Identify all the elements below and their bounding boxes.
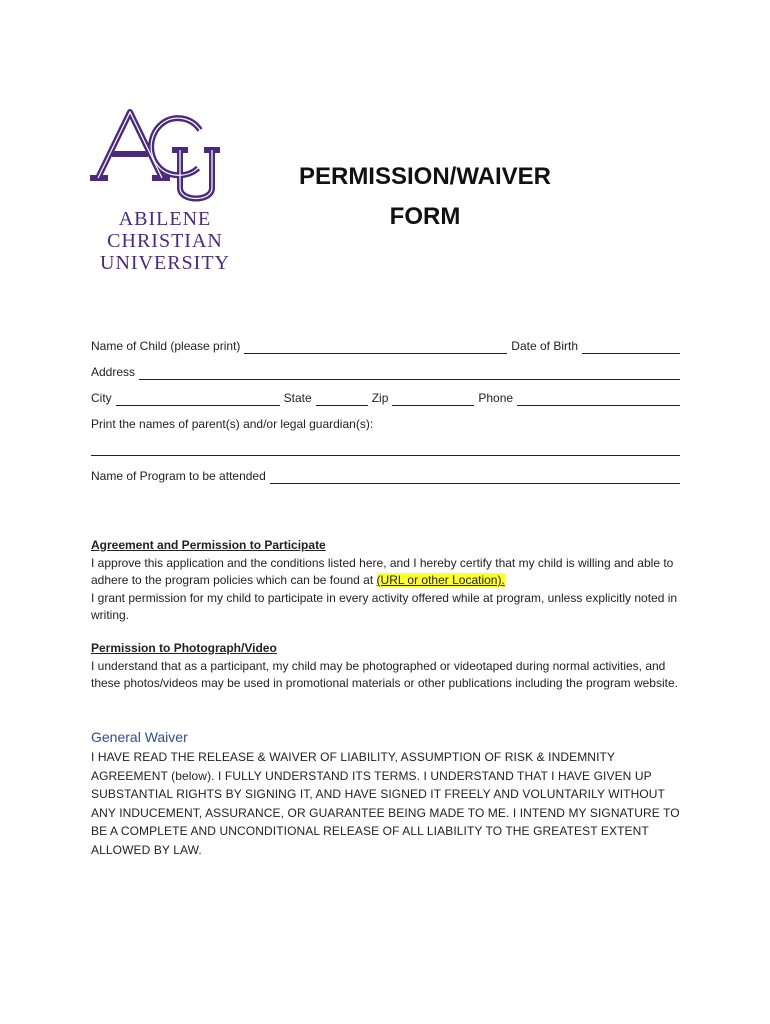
policy-location-link[interactable]: (URL or other Location). <box>376 573 505 587</box>
city-label: City <box>91 391 112 405</box>
form-title <box>270 157 580 237</box>
phone-label: Phone <box>478 391 514 405</box>
state-field[interactable] <box>316 393 368 406</box>
agreement-heading: Agreement and Permission to Participate <box>91 538 326 552</box>
agreement-text: I approve this application and the conditions listed here, and I hereby certify that my child is willing and able to adhere to the program policies which can be found at <box>91 555 674 587</box>
form-title-line-2: FORM <box>389 203 461 230</box>
form-title-line-1: PERMISSION/WAIVER <box>298 163 552 190</box>
waiver-paragraph: I HAVE READ THE RELEASE & WAIVER OF LIABILITY, ASSUMPTION OF RISK & INDEMNITY AGREEMENT (below). I FULLY UNDERSTAND ITS TERMS. I UNDERSTAND THAT I HAVE GIVEN UP SUBSTANTIAL RIGHTS BY SIGNING IT, AND HAVE SIGNED IT FREELY AND VOLUNTARILY WITHOUT ANY INDUCEMENT, ASSURANCE, OR GUARANTEE BEING MADE TO ME. I INTEND MY SIGNATURE TO BE A COMPLETE AND UNCONDITIONAL RELEASE OF ALL LIABILITY TO THE GREATEST EXTENT ALLOWED BY LAW. <box>91 750 680 857</box>
photo-heading: Permission to Photograph/Video <box>91 641 277 655</box>
zip-label: Zip <box>371 391 389 405</box>
phone-field[interactable] <box>517 393 680 406</box>
photo-paragraph: I understand that as a participant, my child may be photographed or videotaped during normal activities, and these photos/videos may be used in promotional materials or other publications including the program website. <box>91 658 678 690</box>
child-name-label: Name of Child (please print) <box>91 339 241 353</box>
address-row <box>91 364 680 380</box>
agreement-paragraph <box>91 555 686 590</box>
child-name-field[interactable] <box>244 341 507 354</box>
dob-field[interactable] <box>582 341 680 354</box>
waiver-heading: General Waiver <box>91 729 188 745</box>
agreement-section <box>91 537 686 625</box>
city-row <box>91 390 680 406</box>
logo-text-line-1: ABILENE <box>118 208 212 230</box>
program-label: Name of Program to be attended <box>91 469 266 483</box>
permission-paragraph: I grant permission for my child to participate in every activity offered while at program, unless explicitly noted in writing. <box>91 590 678 622</box>
acu-monogram-icon <box>88 104 238 206</box>
photo-section <box>91 640 686 693</box>
city-field[interactable] <box>116 393 280 406</box>
university-logo <box>88 104 238 279</box>
logo-text-line-3: UNIVERSITY <box>100 252 230 274</box>
logo-text-line-2: CHRISTIAN <box>107 230 223 252</box>
guardians-label: Print the names of parent(s) and/or legal guardian(s): <box>91 417 374 431</box>
state-label: State <box>283 391 312 405</box>
guardians-field[interactable] <box>91 455 680 456</box>
program-field[interactable] <box>270 471 680 484</box>
address-label: Address <box>91 365 136 379</box>
program-row <box>91 468 680 484</box>
zip-field[interactable] <box>392 393 474 406</box>
address-field[interactable] <box>139 367 680 380</box>
dob-label: Date of Birth <box>511 339 578 353</box>
child-name-row <box>91 338 680 354</box>
